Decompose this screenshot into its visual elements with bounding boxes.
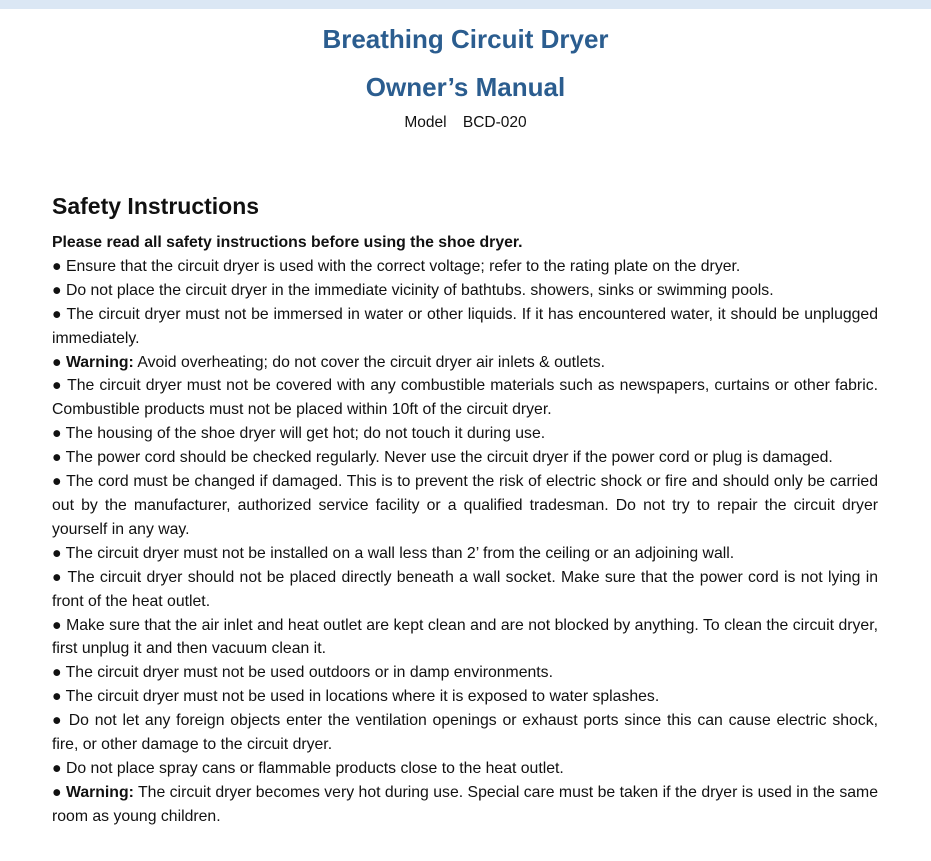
list-item: ● Do not let any foreign objects enter the ventilation openings or exhaust ports since this can cause electric shock, fire, or other damage to the circuit dryer. bbox=[52, 712, 878, 754]
list-item: ● Do not place the circuit dryer in the immediate vicinity of bathtubs. showers, sinks or swimming pools. bbox=[52, 281, 774, 299]
bullet-icon: ● bbox=[52, 473, 62, 491]
bullet-icon: ● bbox=[52, 783, 62, 801]
bullet-icon: ● bbox=[52, 425, 62, 443]
section-heading: Safety Instructions bbox=[52, 193, 260, 219]
bullet-icon: ● bbox=[52, 353, 62, 371]
list-item: ● The circuit dryer must not be installed on a wall less than 2’ from the ceiling or an adjoining wall. bbox=[52, 544, 735, 562]
top-accent-bar bbox=[0, 0, 931, 9]
bullet-icon: ● bbox=[52, 257, 62, 275]
list-item: ● Do not place spray cans or flammable products close to the heat outlet. bbox=[52, 759, 564, 777]
list-item: ● The circuit dryer must not be used outdoors or in damp environments. bbox=[52, 664, 553, 682]
bullet-icon: ● bbox=[52, 688, 62, 706]
list-item: ● Warning: The circuit dryer becomes very hot during use. Special care must be taken if the dryer is used in the same room as young children. bbox=[52, 783, 878, 825]
list-item: ● Warning: Avoid overheating; do not cover the circuit dryer air inlets & outlets. bbox=[52, 353, 606, 371]
bullet-icon: ● bbox=[52, 449, 62, 467]
lead-instruction: Please read all safety instructions before using the shoe dryer. bbox=[52, 234, 523, 251]
model-number: BCD-020 bbox=[462, 114, 527, 131]
list-item: ● Make sure that the air inlet and heat outlet are kept clean and are not blocked by anything. To clean the circuit dryer, first unplug it and then vacuum clean it. bbox=[52, 616, 878, 658]
bullet-icon: ● bbox=[52, 759, 62, 777]
warning-label: Warning: bbox=[66, 783, 134, 801]
list-item: ● The cord must be changed if damaged. This is to prevent the risk of electric shock or fire and should only be carried out by the manufacturer, authorized service facility or a qualified tradesman. Do not try to repair the circuit dryer yourself in any way. bbox=[52, 473, 878, 538]
bullet-icon: ● bbox=[52, 616, 62, 634]
bullet-icon: ● bbox=[52, 305, 62, 323]
bullet-icon: ● bbox=[52, 377, 63, 395]
list-item: ● The circuit dryer should not be placed directly beneath a wall socket. Make sure that the power cord is not lying in front of the heat outlet. bbox=[52, 568, 879, 610]
bullet-icon: ● bbox=[52, 664, 62, 682]
list-item: ● The power cord should be checked regularly. Never use the circuit dryer if the power cord or plug is damaged. bbox=[52, 449, 833, 467]
warning-label: Warning: bbox=[65, 353, 134, 371]
document-title: Breathing Circuit Dryer bbox=[322, 24, 609, 54]
list-item: ● The circuit dryer must not be used in locations where it is exposed to water splashes. bbox=[52, 688, 660, 706]
safety-instructions-list bbox=[52, 231, 878, 829]
bullet-icon: ● bbox=[52, 568, 63, 586]
list-item: ● The circuit dryer must not be covered with any combustible materials such as newspapers, curtains or other fabric. Combustible products must not be placed within 10ft of the circuit dryer. bbox=[52, 377, 878, 419]
bullet-icon: ● bbox=[52, 712, 63, 730]
model-line bbox=[0, 114, 931, 132]
bullet-icon: ● bbox=[52, 281, 62, 299]
document-subtitle: Owner’s Manual bbox=[365, 72, 566, 102]
list-item: ● The housing of the shoe dryer will get hot; do not touch it during use. bbox=[52, 425, 546, 443]
list-item: ● Ensure that the circuit dryer is used with the correct voltage; refer to the rating plate on the dryer. bbox=[52, 257, 741, 275]
list-item: ● The circuit dryer must not be immersed in water or other liquids. If it has encountered water, it should be unplugged immediately. bbox=[52, 305, 878, 347]
model-label: Model bbox=[404, 114, 447, 131]
bullet-icon: ● bbox=[52, 544, 62, 562]
